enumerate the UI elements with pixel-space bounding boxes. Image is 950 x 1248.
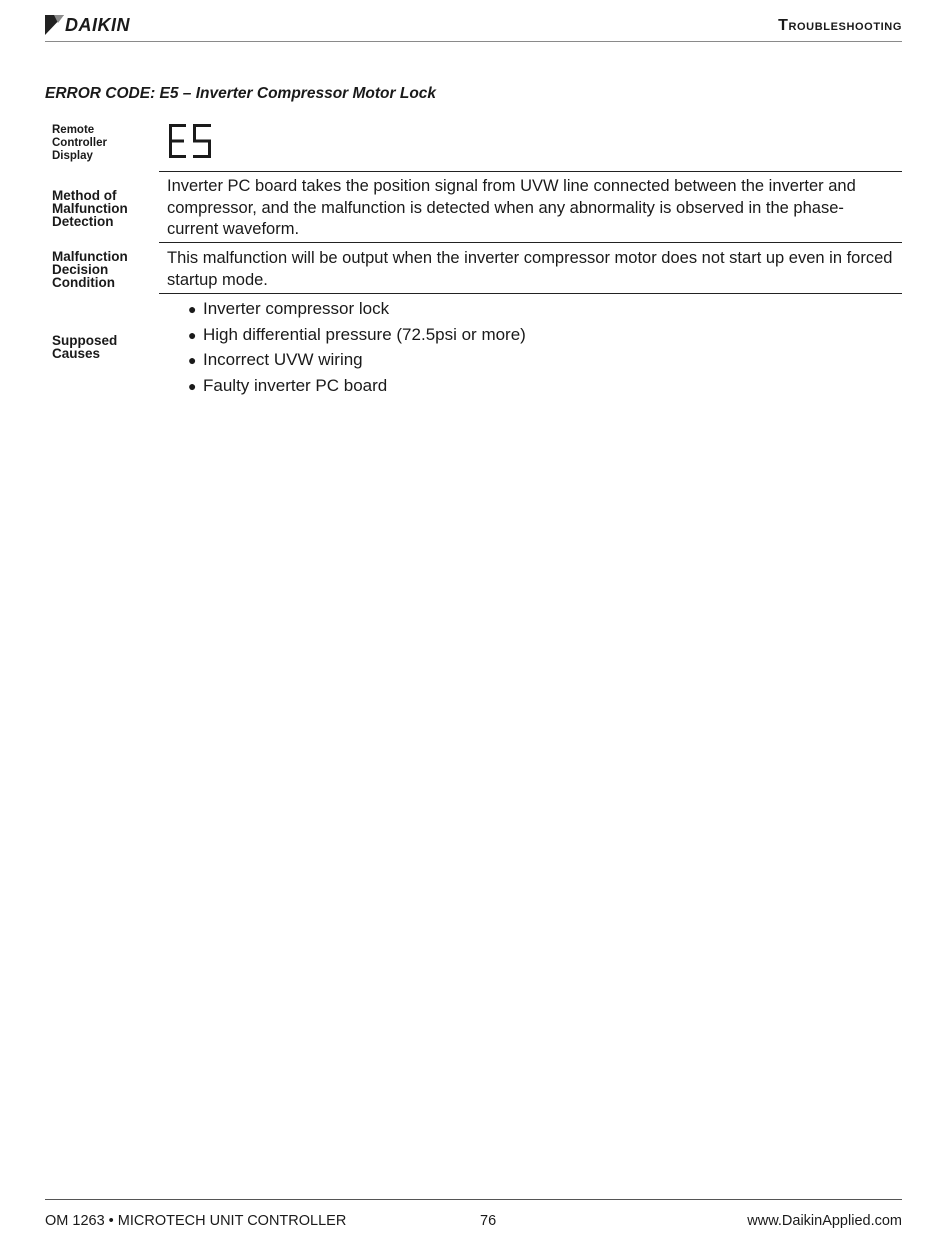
table-rule [159,171,902,172]
detection-method-text: Inverter PC board takes the position signal from UVW line connected between the inverter and compressor, and the malfunction is detected when any abnormality is observed in the phase-current waveform. [167,177,856,238]
daikin-logo-mark-icon [45,15,64,35]
bullet-icon: ● [188,377,197,394]
decision-condition-text: This malfunction will be output when the inverter compressor motor does not start up even in forced startup mode. [167,249,893,289]
footer-rule [45,1199,902,1200]
list-item: ● Faulty inverter PC board [188,375,526,401]
bullet-icon: ● [188,352,197,368]
list-item: ● High differential pressure (72.5psi or more) [188,324,526,350]
supposed-causes-list [188,298,526,400]
footer-doc-title: OM 1263 • MICROTECH UNIT CONTROLLER [45,1213,347,1229]
section-title: Troubleshooting [778,17,902,34]
bullet-icon: ● [188,301,197,317]
table-rule [159,293,902,294]
list-item: ● Incorrect UVW wiring [188,349,526,375]
bullet-icon: ● [188,326,197,343]
label-decision-condition: Malfunction Decision Condition [52,249,128,290]
footer-website-link[interactable]: www.DaikinApplied.com [747,1213,902,1229]
daikin-logo [45,14,130,36]
list-item: ● Inverter compressor lock [188,298,526,324]
error-code-title: ERROR CODE: E5 – Inverter Compressor Motor Lock [45,85,437,102]
table-rule [159,242,902,243]
label-remote-controller-display: Remote Controller Display [52,124,107,162]
seven-segment-e5-display [167,123,215,159]
logo-wordmark: DAIKIN [65,14,130,35]
label-method-of-detection: Method of Malfunction Detection [52,188,128,229]
label-supposed-causes: Supposed Causes [52,333,118,361]
page-header [45,12,902,42]
page-number: 76 [480,1213,497,1229]
